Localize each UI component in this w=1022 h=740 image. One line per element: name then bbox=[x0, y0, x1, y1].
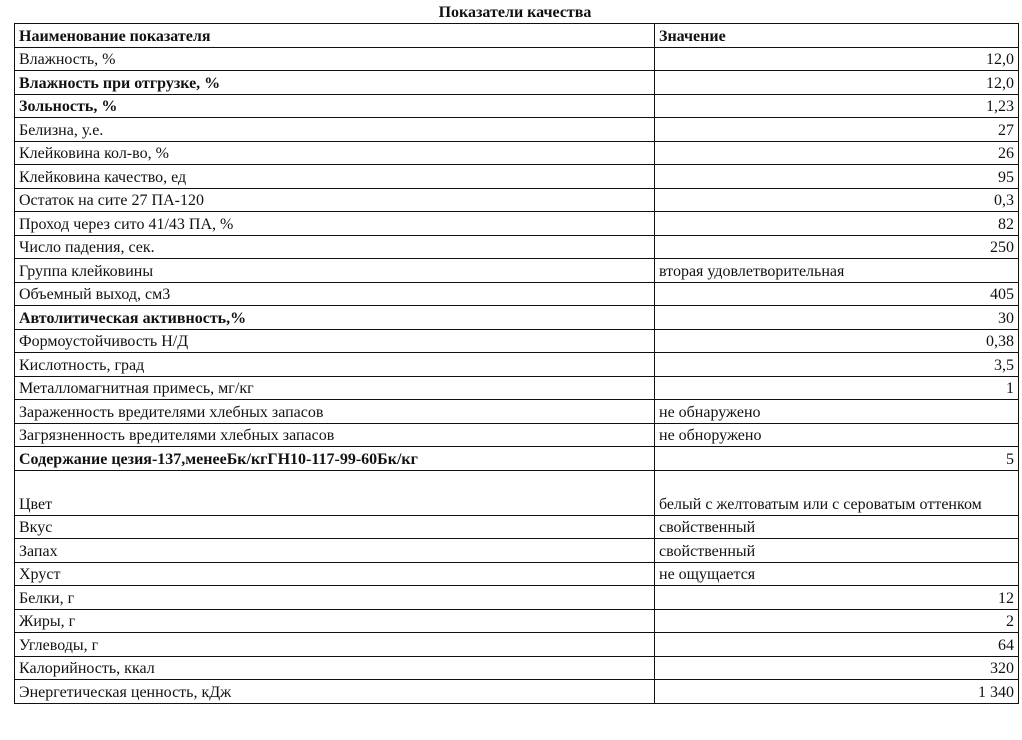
table-row bbox=[15, 609, 1019, 633]
indicator-name: Остаток на сите 27 ПА-120 bbox=[15, 188, 655, 212]
indicator-name: Содержание цезия-137,менееБк/кгГН10-117-99-60Бк/кг bbox=[15, 447, 655, 471]
indicator-name: Калорийность, ккал bbox=[15, 656, 655, 680]
indicator-name: Зараженность вредителями хлебных запасов bbox=[15, 400, 655, 424]
indicator-value: 12,0 bbox=[655, 71, 1019, 95]
indicator-value: не обнаружено bbox=[655, 400, 1019, 424]
table-row bbox=[15, 118, 1019, 142]
table-row bbox=[15, 400, 1019, 424]
indicator-name: Проход через сито 41/43 ПА, % bbox=[15, 212, 655, 236]
indicator-value: свойственный bbox=[655, 539, 1019, 563]
indicator-value: 0,38 bbox=[655, 329, 1019, 353]
indicator-value: 12,0 bbox=[655, 47, 1019, 71]
indicator-value: 5 bbox=[655, 447, 1019, 471]
indicator-value: 405 bbox=[655, 282, 1019, 306]
indicator-name: Цвет bbox=[15, 470, 655, 515]
indicator-value: 64 bbox=[655, 633, 1019, 657]
table-row bbox=[15, 94, 1019, 118]
indicator-name: Формоустойчивость Н/Д bbox=[15, 329, 655, 353]
indicator-value: 26 bbox=[655, 141, 1019, 165]
indicator-value: не ощущается bbox=[655, 562, 1019, 586]
table-row bbox=[15, 188, 1019, 212]
indicator-name: Группа клейковины bbox=[15, 259, 655, 283]
table-body bbox=[15, 47, 1019, 703]
table-row bbox=[15, 47, 1019, 71]
indicator-name: Вкус bbox=[15, 515, 655, 539]
table-row bbox=[15, 282, 1019, 306]
indicator-value: свойственный bbox=[655, 515, 1019, 539]
table-row bbox=[15, 141, 1019, 165]
indicator-name: Клейковина качество, ед bbox=[15, 165, 655, 189]
table-row bbox=[15, 165, 1019, 189]
table-row bbox=[15, 212, 1019, 236]
indicator-value: 12 bbox=[655, 586, 1019, 610]
indicator-name: Белизна, у.е. bbox=[15, 118, 655, 142]
table-row bbox=[15, 680, 1019, 704]
indicator-value: 27 bbox=[655, 118, 1019, 142]
indicator-name: Кислотность, град bbox=[15, 353, 655, 377]
page-title: Показатели качества bbox=[438, 4, 592, 21]
table-row bbox=[15, 259, 1019, 283]
table-row bbox=[15, 633, 1019, 657]
table-row bbox=[15, 539, 1019, 563]
indicator-name: Объемный выход, см3 bbox=[15, 282, 655, 306]
indicator-value: не обноружено bbox=[655, 423, 1019, 447]
indicator-value: 3,5 bbox=[655, 353, 1019, 377]
indicator-name: Зольность, % bbox=[15, 94, 655, 118]
indicator-name: Клейковина кол-во, % bbox=[15, 141, 655, 165]
table-row bbox=[15, 562, 1019, 586]
table-row bbox=[15, 447, 1019, 471]
table-row bbox=[15, 329, 1019, 353]
column-header-name: Наименование показателя bbox=[15, 24, 655, 48]
indicator-name: Металломагнитная примесь, мг/кг bbox=[15, 376, 655, 400]
indicator-value: 250 bbox=[655, 235, 1019, 259]
table-row bbox=[15, 71, 1019, 95]
table-row bbox=[15, 515, 1019, 539]
table-row bbox=[15, 376, 1019, 400]
table-row bbox=[15, 353, 1019, 377]
quality-table bbox=[14, 23, 1019, 704]
indicator-name: Хруст bbox=[15, 562, 655, 586]
table-row bbox=[15, 470, 1019, 515]
indicator-name: Белки, г bbox=[15, 586, 655, 610]
indicator-name: Жиры, г bbox=[15, 609, 655, 633]
indicator-name: Загрязненность вредителями хлебных запасов bbox=[15, 423, 655, 447]
indicator-name: Запах bbox=[15, 539, 655, 563]
indicator-value: 82 bbox=[655, 212, 1019, 236]
table-row bbox=[15, 586, 1019, 610]
indicator-name: Энергетическая ценность, кДж bbox=[15, 680, 655, 704]
table-row bbox=[15, 235, 1019, 259]
indicator-value: 1 bbox=[655, 376, 1019, 400]
indicator-name: Влажность при отгрузке, % bbox=[15, 71, 655, 95]
indicator-name: Углеводы, г bbox=[15, 633, 655, 657]
table-header-row bbox=[15, 24, 1019, 48]
table-row bbox=[15, 423, 1019, 447]
table-row bbox=[15, 306, 1019, 330]
indicator-value: 0,3 bbox=[655, 188, 1019, 212]
indicator-value: 2 bbox=[655, 609, 1019, 633]
indicator-name: Автолитическая активность,% bbox=[15, 306, 655, 330]
indicator-value: вторая удовлетворительная bbox=[655, 259, 1019, 283]
indicator-name: Число падения, сек. bbox=[15, 235, 655, 259]
indicator-value: 1,23 bbox=[655, 94, 1019, 118]
indicator-name: Влажность, % bbox=[15, 47, 655, 71]
column-header-value: Значение bbox=[655, 24, 1019, 48]
indicator-value: 320 bbox=[655, 656, 1019, 680]
indicator-value: 1 340 bbox=[655, 680, 1019, 704]
table-row bbox=[15, 656, 1019, 680]
indicator-value: белый с желтоватым или с сероватым оттенком bbox=[655, 470, 1019, 515]
indicator-value: 30 bbox=[655, 306, 1019, 330]
indicator-value: 95 bbox=[655, 165, 1019, 189]
